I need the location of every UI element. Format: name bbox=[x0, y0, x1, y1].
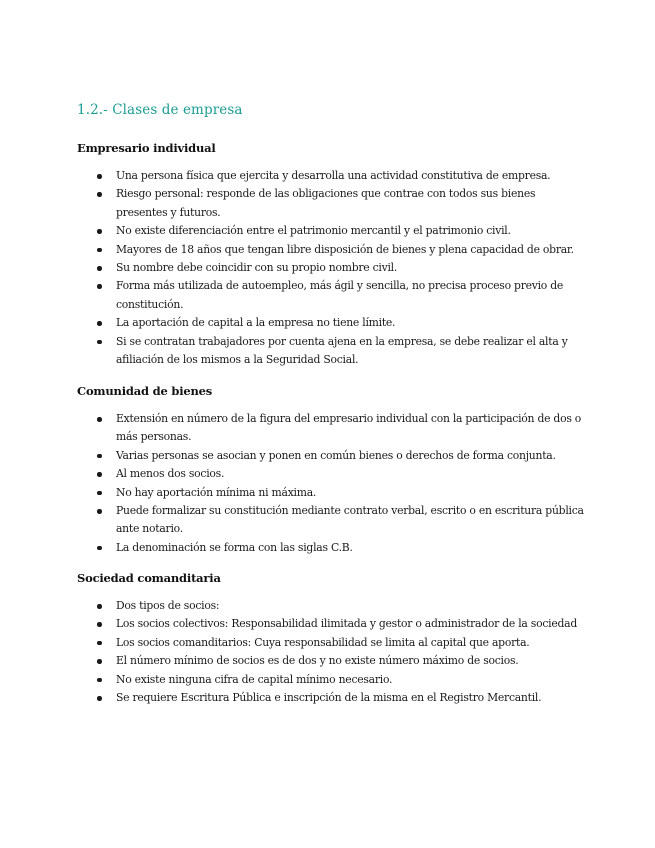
list-item bbox=[0, 314, 655, 332]
bullet-icon bbox=[97, 174, 102, 179]
list-item-text: Mayores de 18 años que tengan libre disposición de bienes y plena capacidad de obrar. bbox=[116, 242, 574, 256]
bullet-icon bbox=[97, 454, 102, 459]
list-item bbox=[0, 484, 655, 502]
list-item bbox=[0, 615, 655, 633]
list-item-text: Los socios colectivos: Responsabilidad ilimitada y gestor o administrador de la sociedad bbox=[116, 617, 577, 631]
list-item-text: Se requiere Escritura Pública e inscripción de la misma en el Registro Mercantil. bbox=[116, 691, 542, 705]
bullet-icon bbox=[97, 546, 102, 551]
list-item bbox=[0, 222, 655, 240]
list-item-text: Si se contratan trabajadores por cuenta ajena en la empresa, se debe realizar el alta y afiliación de los mismos a la Seguridad Social. bbox=[116, 334, 568, 367]
list-item-text: Una persona física que ejercita y desarrolla una actividad constitutiva de empresa. bbox=[116, 169, 551, 182]
list-item bbox=[0, 333, 655, 370]
heading-empresario-individual: Empresario individual bbox=[77, 141, 216, 155]
bullet-icon bbox=[97, 321, 102, 326]
list-item bbox=[0, 167, 655, 185]
list-item bbox=[0, 410, 655, 447]
list-comunidad-de-bienes bbox=[0, 410, 655, 557]
list-item-text: La aportación de capital a la empresa no tiene límite. bbox=[116, 316, 396, 330]
list-item-text: Al menos dos socios. bbox=[116, 467, 225, 481]
list-item-text: Extensión en número de la figura del empresario individual con la participación de dos o más personas. bbox=[116, 412, 582, 444]
bullet-icon bbox=[97, 472, 102, 477]
bullet-icon bbox=[97, 491, 102, 496]
list-item bbox=[0, 634, 655, 652]
bullet-icon bbox=[97, 229, 102, 234]
bullet-icon bbox=[97, 641, 102, 646]
list-item bbox=[0, 539, 655, 557]
list-item bbox=[0, 259, 655, 277]
list-item-text: Forma más utilizada de autoempleo, más ágil y sencilla, no precisa proceso previo de constitución. bbox=[116, 279, 564, 311]
list-item-text: No existe ninguna cifra de capital mínimo necesario. bbox=[116, 672, 393, 686]
list-item-text: La denominación se forma con las siglas C.B. bbox=[116, 540, 353, 554]
list-empresario-individual bbox=[0, 167, 655, 369]
list-item bbox=[0, 277, 655, 314]
bullet-icon bbox=[97, 248, 102, 253]
list-item bbox=[0, 241, 655, 259]
list-item-text: Varias personas se asocian y ponen en común bienes o derechos de forma conjunta. bbox=[116, 448, 556, 462]
list-item bbox=[0, 465, 655, 483]
bullet-icon bbox=[97, 678, 102, 683]
list-item-text: No existe diferenciación entre el patrimonio mercantil y el patrimonio civil. bbox=[116, 224, 511, 238]
list-item-text: El número mínimo de socios es de dos y no existe número máximo de socios. bbox=[116, 654, 519, 668]
bullet-icon bbox=[97, 622, 102, 627]
bullet-icon bbox=[97, 659, 102, 664]
bullet-icon bbox=[97, 284, 102, 289]
list-item-text: Puede formalizar su constitución mediante contrato verbal, escrito o en escritura pública ante notario. bbox=[116, 504, 584, 536]
bullet-icon bbox=[97, 417, 102, 422]
list-item bbox=[0, 185, 655, 222]
bullet-icon bbox=[97, 509, 102, 514]
list-item bbox=[0, 671, 655, 689]
bullet-icon bbox=[97, 340, 102, 345]
list-item-text: No hay aportación mínima ni máxima. bbox=[116, 485, 317, 499]
heading-comunidad-de-bienes: Comunidad de bienes bbox=[77, 384, 213, 398]
list-item bbox=[0, 652, 655, 670]
list-item-text: Los socios comanditarios: Cuya responsabilidad se limita al capital que aporta. bbox=[116, 635, 530, 649]
list-item-text: Su nombre debe coincidir con su propio nombre civil. bbox=[116, 261, 398, 275]
list-item-text: Dos tipos de socios: bbox=[116, 599, 220, 612]
list-item-text: Riesgo personal: responde de las obligaciones que contrae con todos sus bienes presentes y futuros. bbox=[116, 187, 536, 219]
list-item bbox=[0, 689, 655, 707]
bullet-icon bbox=[97, 604, 102, 609]
list-item bbox=[0, 447, 655, 465]
list-item bbox=[0, 597, 655, 615]
list-item bbox=[0, 502, 655, 539]
section-title: 1.2.- Clases de empresa bbox=[77, 102, 243, 118]
bullet-icon bbox=[97, 266, 102, 271]
list-sociedad-comanditaria bbox=[0, 597, 655, 707]
bullet-icon bbox=[97, 192, 102, 197]
bullet-icon bbox=[97, 696, 102, 701]
heading-sociedad-comanditaria: Sociedad comanditaria bbox=[77, 571, 221, 585]
